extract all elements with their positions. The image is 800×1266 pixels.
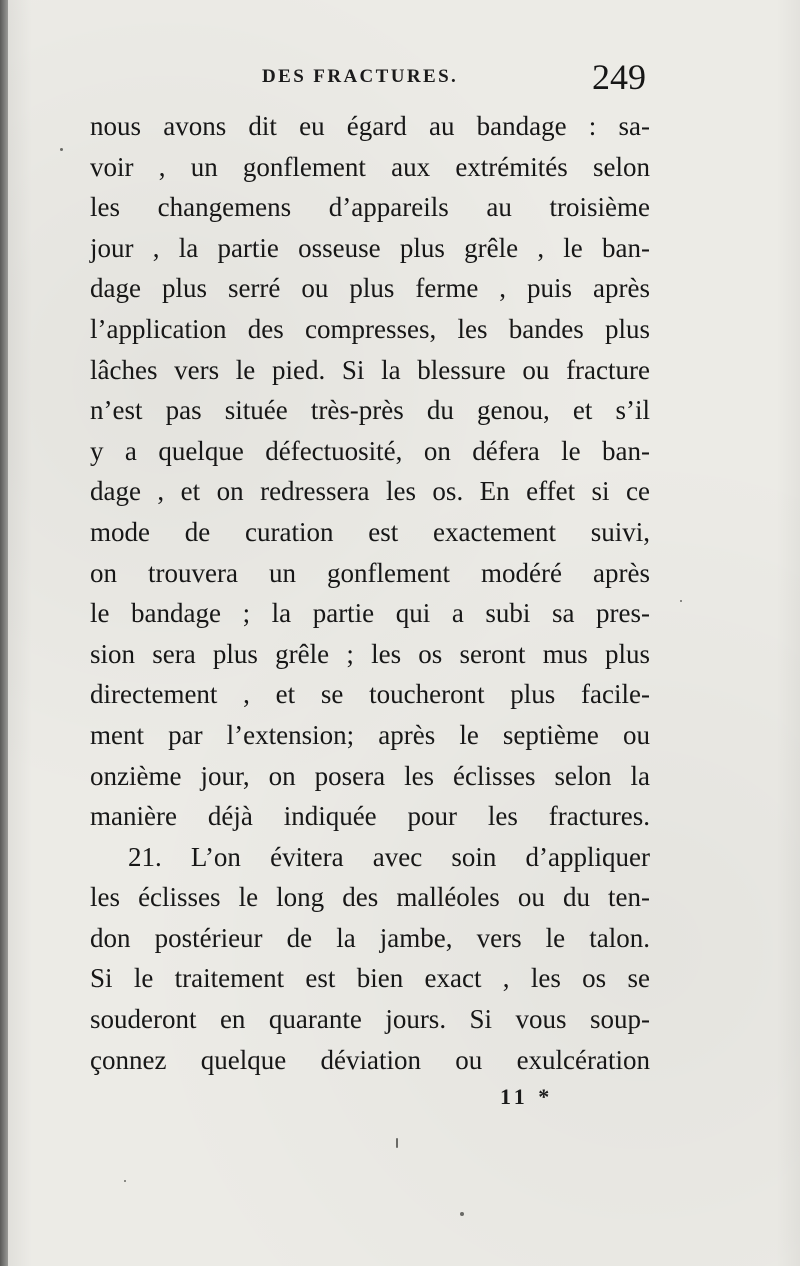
text-line: on trouvera un gonflement modéré après xyxy=(90,557,650,588)
text-line: n’est pas située très-près du genou, et s’il xyxy=(90,395,650,426)
page-number: 249 xyxy=(592,57,646,97)
text-line: sion sera plus grêle ; les os seront mus plus xyxy=(90,638,650,669)
running-title: DES FRACTURES. xyxy=(262,66,459,87)
running-head xyxy=(0,57,800,100)
paper-speck xyxy=(396,1138,398,1148)
text-line: nous avons dit eu égard au bandage : sa- xyxy=(90,111,650,141)
text-line: le bandage ; la partie qui a subi sa pres- xyxy=(90,598,650,629)
text-line: souderont en quarante jours. Si vous soup- xyxy=(90,1004,650,1035)
signature-mark: 11 * xyxy=(500,1084,554,1109)
text-line: l’application des compresses, les bandes plus xyxy=(90,313,650,344)
text-line: 21. L’on évitera avec soin d’appliquer xyxy=(128,841,650,872)
text-line: Si le traitement est bien exact , les os se xyxy=(90,963,650,994)
text-line: manière déjà indiquée pour les fractures. xyxy=(90,801,650,832)
paper-speck xyxy=(124,1180,126,1182)
text-line: çonnez quelque déviation ou exulcération xyxy=(90,1044,650,1075)
text-line: don postérieur de la jambe, vers le talon. xyxy=(90,922,650,953)
text-line: les changemens d’appareils au troisième xyxy=(90,192,650,223)
paper-speck xyxy=(60,148,63,151)
body-text xyxy=(90,106,650,1080)
text-line: jour , la partie osseuse plus grêle , le ban- xyxy=(90,232,650,263)
text-line: ment par l’extension; après le septième ou xyxy=(90,719,650,750)
text-line: y a quelque défectuosité, on défera le ban- xyxy=(90,435,650,466)
text-line: lâches vers le pied. Si la blessure ou fracture xyxy=(90,354,650,385)
paper-speck xyxy=(460,1212,464,1216)
text-line: mode de curation est exactement suivi, xyxy=(90,516,650,547)
text-line: directement , et se toucheront plus facile- xyxy=(90,679,650,710)
text-line: dage , et on redressera les os. En effet si ce xyxy=(90,476,650,507)
text-line: onzième jour, on posera les éclisses selon la xyxy=(90,760,650,791)
text-line: voir , un gonflement aux extrémités selon xyxy=(90,151,650,182)
text-line: les éclisses le long des malléoles ou du ten- xyxy=(90,882,650,913)
text-line: dage plus serré ou plus ferme , puis après xyxy=(90,273,650,304)
paper-speck xyxy=(680,600,682,602)
page-left-edge xyxy=(0,0,8,1266)
